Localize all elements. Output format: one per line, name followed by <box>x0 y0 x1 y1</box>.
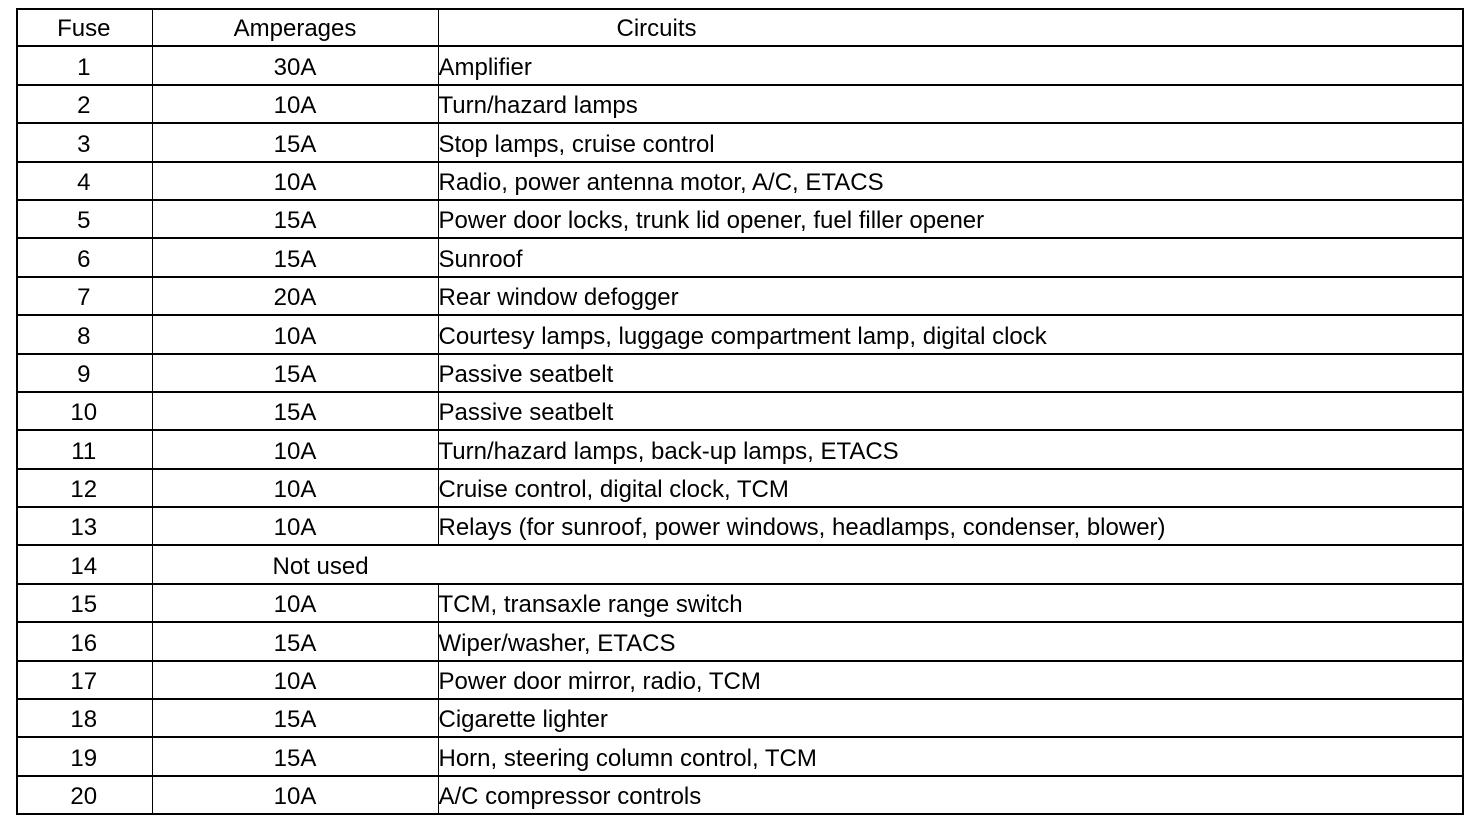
fuse-number: 20 <box>16 776 152 814</box>
fuse-amperage: 10A <box>152 85 438 123</box>
table-row <box>16 46 1464 84</box>
fuse-number: 18 <box>16 699 152 737</box>
fuse-circuits: Relays (for sunroof, power windows, headlamps, condenser, blower) <box>438 507 1464 545</box>
fuse-circuits: Cigarette lighter <box>438 699 1464 737</box>
table-row <box>16 354 1464 392</box>
fuse-circuits: Power door mirror, radio, TCM <box>438 661 1464 699</box>
fuse-circuits: Sunroof <box>438 238 1464 276</box>
fuse-number: 1 <box>16 46 152 84</box>
fuse-amperage: 10A <box>152 584 438 622</box>
fuse-amperage: 15A <box>152 737 438 775</box>
fuse-amperage: 15A <box>152 622 438 660</box>
fuse-number: 17 <box>16 661 152 699</box>
fuse-number: 12 <box>16 469 152 507</box>
table-row <box>16 430 1464 468</box>
table-row <box>16 622 1464 660</box>
header-circuits: Circuits <box>438 8 1464 46</box>
fuse-number: 15 <box>16 584 152 622</box>
fuse-amperage: 15A <box>152 238 438 276</box>
fuse-circuits: Turn/hazard lamps <box>438 85 1464 123</box>
table-row <box>16 200 1464 238</box>
fuse-amperage: 10A <box>152 776 438 814</box>
table-row <box>16 776 1464 814</box>
fuse-circuits: Turn/hazard lamps, back-up lamps, ETACS <box>438 430 1464 468</box>
table-row <box>16 507 1464 545</box>
fuse-table <box>16 8 1464 815</box>
fuse-amperage: 10A <box>152 162 438 200</box>
fuse-circuits: Amplifier <box>438 46 1464 84</box>
fuse-number: 19 <box>16 737 152 775</box>
fuse-number: 13 <box>16 507 152 545</box>
table-row <box>16 661 1464 699</box>
table-row <box>16 392 1464 430</box>
fuse-amperage: 15A <box>152 123 438 161</box>
fuse-amperage: 15A <box>152 354 438 392</box>
fuse-number: 10 <box>16 392 152 430</box>
fuse-amperage: 15A <box>152 699 438 737</box>
fuse-number: 5 <box>16 200 152 238</box>
table-row <box>16 85 1464 123</box>
table-row <box>16 238 1464 276</box>
fuse-circuits: Cruise control, digital clock, TCM <box>438 469 1464 507</box>
fuse-circuits: TCM, transaxle range switch <box>438 584 1464 622</box>
fuse-number: 7 <box>16 277 152 315</box>
fuse-number: 14 <box>16 545 152 583</box>
fuse-amperage: 15A <box>152 200 438 238</box>
fuse-number: 11 <box>16 430 152 468</box>
fuse-amperage: 10A <box>152 507 438 545</box>
fuse-amperage: 10A <box>152 315 438 353</box>
fuse-number: 9 <box>16 354 152 392</box>
table-row <box>16 737 1464 775</box>
fuse-number: 3 <box>16 123 152 161</box>
fuse-amperage: Not used <box>152 545 438 583</box>
fuse-circuits: Courtesy lamps, luggage compartment lamp, digital clock <box>438 315 1464 353</box>
fuse-number: 4 <box>16 162 152 200</box>
fuse-circuits: Power door locks, trunk lid opener, fuel filler opener <box>438 200 1464 238</box>
fuse-circuits: A/C compressor controls <box>438 776 1464 814</box>
header-fuse: Fuse <box>16 8 152 46</box>
fuse-number: 8 <box>16 315 152 353</box>
fuse-circuits <box>438 545 1464 583</box>
table-row <box>16 545 1464 583</box>
table-row <box>16 162 1464 200</box>
table-row <box>16 699 1464 737</box>
fuse-circuits: Wiper/washer, ETACS <box>438 622 1464 660</box>
fuse-amperage: 30A <box>152 46 438 84</box>
fuse-amperage: 15A <box>152 392 438 430</box>
fuse-number: 2 <box>16 85 152 123</box>
fuse-amperage: 10A <box>152 661 438 699</box>
fuse-circuits: Passive seatbelt <box>438 354 1464 392</box>
table-row <box>16 584 1464 622</box>
fuse-amperage: 20A <box>152 277 438 315</box>
table-row <box>16 469 1464 507</box>
table-header-row <box>16 8 1464 46</box>
fuse-circuits: Stop lamps, cruise control <box>438 123 1464 161</box>
fuse-circuits: Passive seatbelt <box>438 392 1464 430</box>
table-row <box>16 123 1464 161</box>
fuse-circuits: Horn, steering column control, TCM <box>438 737 1464 775</box>
fuse-number: 6 <box>16 238 152 276</box>
table-row <box>16 315 1464 353</box>
fuse-amperage: 10A <box>152 430 438 468</box>
header-amperages: Amperages <box>152 8 438 46</box>
fuse-circuits: Radio, power antenna motor, A/C, ETACS <box>438 162 1464 200</box>
fuse-circuits: Rear window defogger <box>438 277 1464 315</box>
fuse-number: 16 <box>16 622 152 660</box>
table-row <box>16 277 1464 315</box>
fuse-amperage: 10A <box>152 469 438 507</box>
